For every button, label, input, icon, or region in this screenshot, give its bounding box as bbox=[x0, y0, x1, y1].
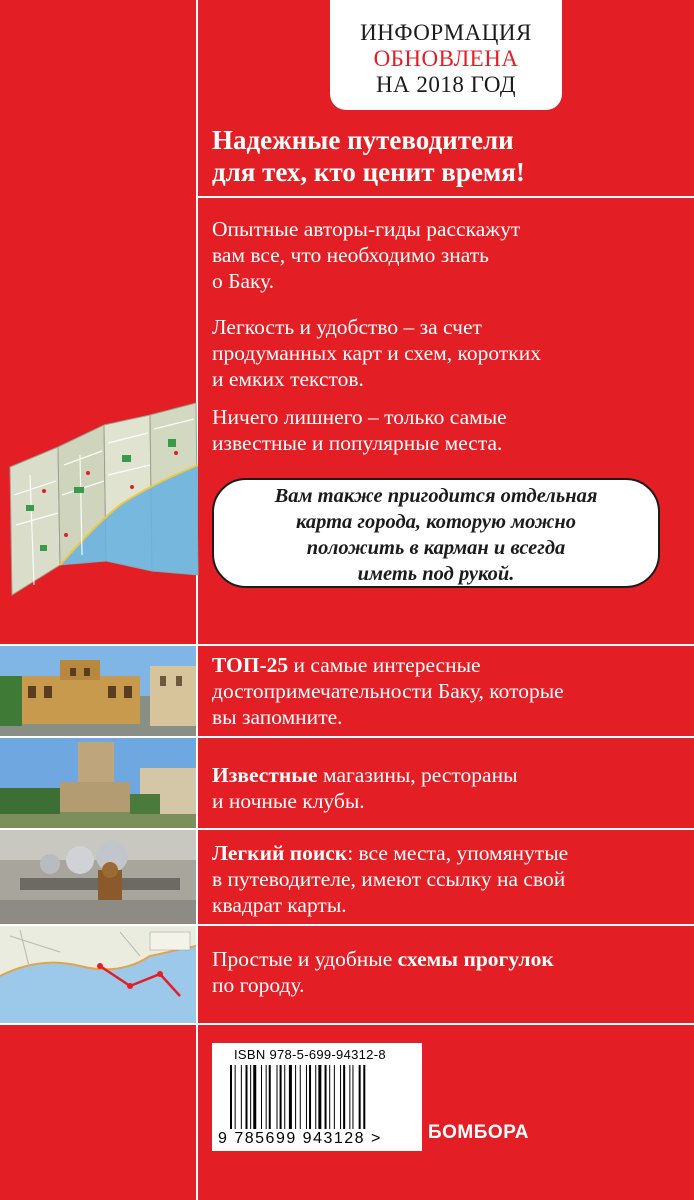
feature-text: Простые и удобные bbox=[212, 947, 398, 971]
isbn-barcode bbox=[212, 1043, 422, 1151]
feature-line: вы запомните. bbox=[212, 705, 343, 729]
barcode-bar bbox=[277, 1065, 278, 1129]
publisher-logo: БОМБОРА bbox=[428, 1122, 529, 1143]
feature-bold: Известные bbox=[212, 763, 318, 787]
barcode-bar bbox=[363, 1065, 365, 1129]
barcode-bar bbox=[334, 1065, 335, 1129]
barcode-bar bbox=[261, 1065, 262, 1129]
headline bbox=[212, 124, 682, 188]
barcode-bar bbox=[352, 1065, 353, 1129]
feature-line: и ночные клубы. bbox=[212, 789, 365, 813]
isbn-number: ISBN 978-5-699-94312-8 bbox=[234, 1047, 386, 1062]
barcode-bar bbox=[300, 1065, 301, 1129]
feature-bold: схемы прогулок bbox=[397, 947, 554, 971]
folded-map-illustration bbox=[0, 395, 220, 645]
paragraph-line: Легкость и удобство – за счет bbox=[212, 315, 482, 339]
feature-line bbox=[212, 946, 682, 972]
barcode-bar bbox=[246, 1065, 248, 1129]
paragraph-authors bbox=[212, 216, 682, 294]
barcode-bar bbox=[329, 1065, 330, 1129]
barcode-bar bbox=[325, 1065, 327, 1129]
paragraph-line: Ничего лишнего – только самые bbox=[212, 405, 507, 429]
feature-line: достопримечательности Баку, которые bbox=[212, 679, 564, 703]
headline-line-1: Надежные путеводители bbox=[212, 125, 514, 155]
barcode-bar bbox=[269, 1065, 271, 1129]
paragraph-line: о Баку. bbox=[212, 269, 275, 293]
paragraph-line: продуманных карт и схем, коротких bbox=[212, 341, 541, 365]
map-callout-bubble bbox=[212, 478, 660, 588]
feature-bold: Легкий поиск bbox=[212, 841, 348, 865]
bubble-line: положить в карман и всегда bbox=[306, 537, 566, 559]
feature-line: в путеводителе, имеют ссылку на свой bbox=[212, 867, 566, 891]
divider-bottom bbox=[0, 1023, 694, 1025]
badge-line-2: ОБНОВЛЕНА bbox=[373, 46, 519, 71]
barcode-bar bbox=[318, 1065, 321, 1129]
barcode-bar bbox=[349, 1065, 350, 1129]
feature-line bbox=[212, 652, 682, 678]
barcode-bar bbox=[253, 1065, 256, 1129]
photo-walk-map bbox=[0, 926, 196, 1023]
update-badge bbox=[330, 0, 562, 110]
barcode-bar bbox=[315, 1065, 316, 1129]
badge-line-3: НА 2018 ГОД bbox=[375, 72, 517, 97]
feature-bold: ТОП-25 bbox=[212, 653, 289, 677]
feature-search bbox=[212, 840, 682, 918]
paragraph-line: Опытные авторы-гиды расскажут bbox=[212, 217, 521, 241]
paragraph-convenience bbox=[212, 314, 682, 392]
barcode-digits: 9 785699 943128 > bbox=[218, 1130, 382, 1147]
barcode-bar bbox=[250, 1065, 251, 1129]
barcode-bar bbox=[230, 1065, 232, 1129]
feature-line: квадрат карты. bbox=[212, 893, 347, 917]
barcode-bar bbox=[235, 1065, 236, 1129]
barcode-bar bbox=[343, 1065, 345, 1129]
barcode-bar bbox=[289, 1065, 292, 1129]
barcode-bars bbox=[230, 1065, 406, 1131]
feature-walks bbox=[212, 946, 682, 998]
barcode-bar bbox=[266, 1065, 267, 1129]
photo-maiden-tower bbox=[0, 738, 196, 828]
barcode-bar bbox=[306, 1065, 307, 1129]
headline-line-2: для тех, кто ценит время! bbox=[212, 157, 525, 187]
feature-line bbox=[212, 762, 682, 788]
feature-top25 bbox=[212, 652, 682, 730]
bubble-line: Вам также пригодится отдельная bbox=[274, 485, 598, 507]
feature-text: и самые интересные bbox=[288, 653, 481, 677]
feature-line: по городу. bbox=[212, 973, 305, 997]
feature-text: : все места, упомянутые bbox=[347, 841, 569, 865]
paragraph-essentials bbox=[212, 404, 682, 456]
barcode-bar bbox=[284, 1065, 285, 1129]
feature-line bbox=[212, 840, 682, 866]
paragraph-line: и емких текстов. bbox=[212, 367, 364, 391]
bubble-line: карта города, которую можно bbox=[295, 511, 577, 533]
feature-text: магазины, рестораны bbox=[317, 763, 518, 787]
feature-shops bbox=[212, 762, 682, 814]
barcode-bar bbox=[340, 1065, 341, 1129]
barcode-bar bbox=[241, 1065, 242, 1129]
paragraph-line: известные и популярные места. bbox=[212, 431, 503, 455]
badge-line-1: ИНФОРМАЦИЯ bbox=[360, 20, 532, 45]
paragraph-line: вам все, что необходимо знать bbox=[212, 243, 489, 267]
barcode-bar bbox=[309, 1065, 311, 1129]
barcode-bar bbox=[295, 1065, 296, 1129]
barcode-bar bbox=[359, 1065, 361, 1129]
bubble-line: иметь под рукой. bbox=[357, 563, 515, 585]
divider-top bbox=[196, 196, 694, 198]
barcode-bar bbox=[280, 1065, 282, 1129]
photo-palace bbox=[0, 646, 196, 736]
photo-sculpture bbox=[0, 830, 196, 924]
